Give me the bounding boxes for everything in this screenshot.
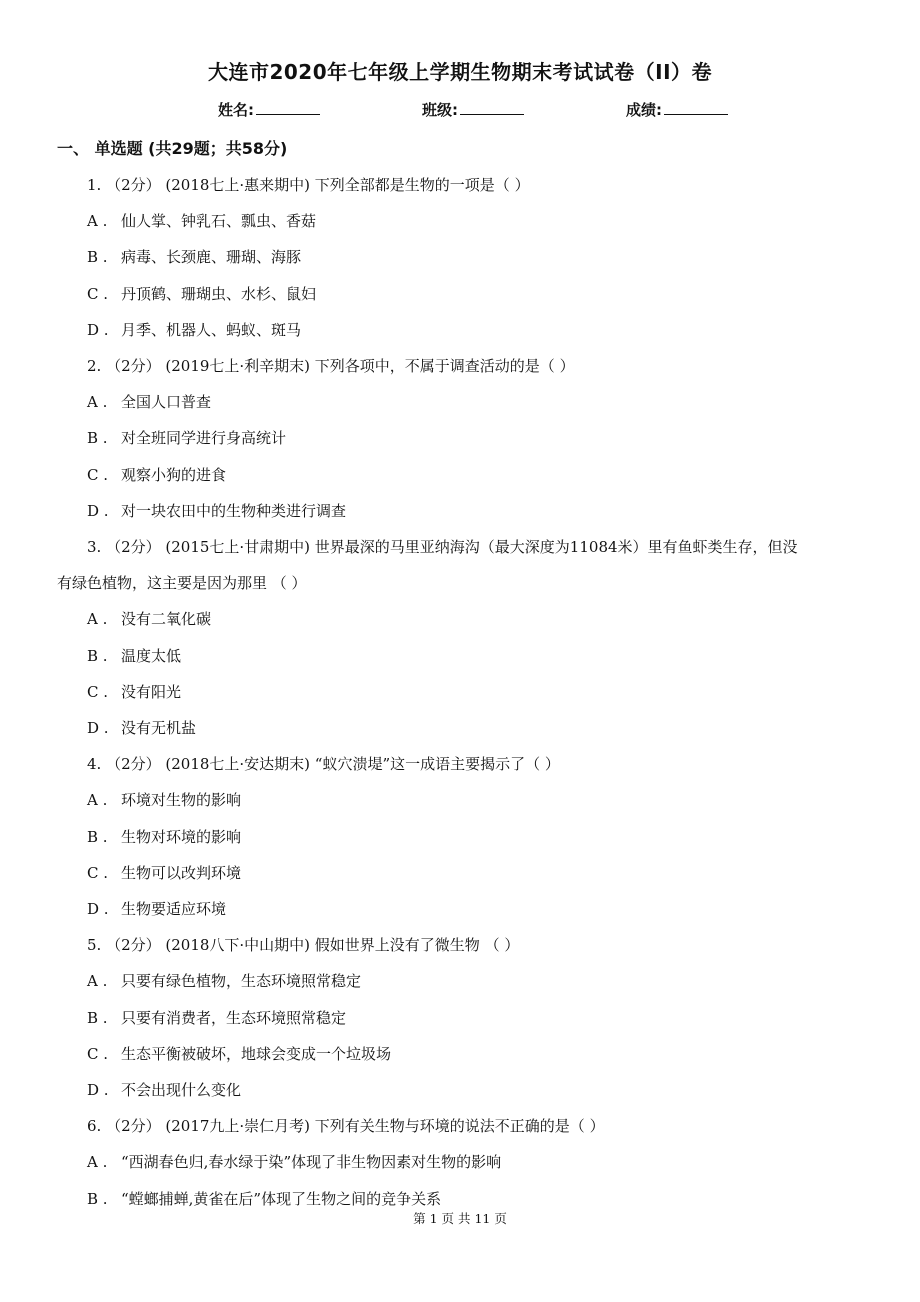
answer-option (87, 645, 181, 666)
name-label: 姓名: (218, 101, 254, 119)
option-text: 生物可以改判环境 (121, 864, 242, 882)
option-letter: C . (87, 285, 109, 303)
answer-option (87, 210, 316, 231)
option-letter: B . (87, 429, 108, 447)
answer-option (87, 427, 286, 448)
question-stem: 1. （2分） (2018七上·惠来期中) 下列全部都是生物的一项是（ ） (87, 176, 530, 194)
name-blank (256, 100, 320, 115)
answer-option (87, 283, 316, 304)
option-letter: B . (87, 1190, 108, 1208)
option-text: 观察小狗的进食 (121, 466, 227, 484)
option-text: 对一块农田中的生物种类进行调查 (121, 502, 347, 520)
answer-option (87, 1151, 501, 1172)
option-text: 不会出现什么变化 (121, 1081, 242, 1099)
class-field (422, 99, 524, 120)
answer-option (87, 1079, 241, 1100)
option-text: 病毒、长颈鹿、珊瑚、海豚 (121, 248, 302, 266)
option-letter: D . (87, 321, 109, 339)
option-text: 月季、机器人、蚂蚁、斑马 (121, 321, 302, 339)
answer-option (87, 898, 226, 919)
option-letter: A . (87, 610, 108, 628)
option-text: 丹顶鹤、珊瑚虫、水杉、鼠妇 (121, 285, 317, 303)
answer-option (87, 391, 211, 412)
answer-option (87, 608, 211, 629)
question-stem: 2. （2分） (2019七上·利辛期末) 下列各项中，不属于调查活动的是（ ） (87, 357, 575, 375)
option-letter: A . (87, 393, 108, 411)
answer-option (87, 1043, 391, 1064)
option-text: 对全班同学进行身高统计 (121, 429, 287, 447)
option-text: “西湖春色归,春水绿于染”体现了非生物因素对生物的影响 (121, 1153, 502, 1171)
option-text: 生态平衡被破坏，地球会变成一个垃圾场 (121, 1045, 392, 1063)
answer-option (87, 789, 241, 810)
answer-option (87, 464, 226, 485)
option-letter: C . (87, 683, 109, 701)
option-letter: B . (87, 828, 108, 846)
score-field (626, 99, 728, 120)
option-letter: A . (87, 1153, 108, 1171)
option-letter: A . (87, 212, 108, 230)
answer-option (87, 1188, 441, 1209)
option-text: 只要有消费者，生态环境照常稳定 (121, 1009, 347, 1027)
option-letter: B . (87, 248, 108, 266)
question-stem: 4. （2分） (2018七上·安达期末) “蚁穴溃堤”这一成语主要揭示了（ ） (87, 755, 560, 773)
question-stem: 3. （2分） (2015七上·甘肃期中) 世界最深的马里亚纳海沟（最大深度为11084米）里有鱼虾类生存，但没 (87, 538, 798, 556)
question-stem-continued: 有绿色植物，这主要是因为那里 （ ） (57, 574, 307, 592)
answer-option (87, 717, 196, 738)
option-letter: D . (87, 1081, 109, 1099)
option-text: 全国人口普查 (121, 393, 212, 411)
option-letter: D . (87, 719, 109, 737)
page-footer: 第 1 页 共 11 页 (413, 1211, 507, 1226)
option-letter: B . (87, 647, 108, 665)
option-letter: C . (87, 1045, 109, 1063)
question-stem: 5. （2分） (2018八下·中山期中) 假如世界上没有了微生物 （ ） (87, 936, 520, 954)
answer-option (87, 970, 361, 991)
score-blank (664, 100, 728, 115)
class-blank (460, 100, 524, 115)
option-text: 只要有绿色植物，生态环境照常稳定 (121, 972, 362, 990)
option-letter: B . (87, 1009, 108, 1027)
page-title: 大连市2020年七年级上学期生物期末考试试卷（II）卷 (207, 60, 713, 84)
option-text: 没有无机盐 (121, 719, 197, 737)
name-field (218, 99, 320, 120)
answer-option (87, 862, 241, 883)
section-heading: 一、 单选题 (共29题；共58分) (57, 139, 288, 158)
option-letter: D . (87, 502, 109, 520)
option-text: “螳螂捕蝉,黄雀在后”体现了生物之间的竞争关系 (121, 1190, 442, 1208)
option-letter: A . (87, 972, 108, 990)
class-label: 班级: (422, 101, 458, 119)
question-stem: 6. （2分） (2017九上·崇仁月考) 下列有关生物与环境的说法不正确的是（ ） (87, 1117, 605, 1135)
option-letter: A . (87, 791, 108, 809)
answer-option (87, 500, 346, 521)
option-letter: C . (87, 864, 109, 882)
answer-option (87, 319, 301, 340)
option-letter: C . (87, 466, 109, 484)
option-text: 生物对环境的影响 (121, 828, 242, 846)
option-text: 没有二氧化碳 (121, 610, 212, 628)
option-text: 生物要适应环境 (121, 900, 227, 918)
option-text: 仙人掌、钟乳石、瓢虫、香菇 (121, 212, 317, 230)
option-text: 环境对生物的影响 (121, 791, 242, 809)
answer-option (87, 246, 301, 267)
score-label: 成绩: (626, 101, 662, 119)
answer-option (87, 1007, 346, 1028)
answer-option (87, 826, 241, 847)
option-text: 没有阳光 (121, 683, 182, 701)
option-letter: D . (87, 900, 109, 918)
option-text: 温度太低 (121, 647, 182, 665)
answer-option (87, 681, 181, 702)
